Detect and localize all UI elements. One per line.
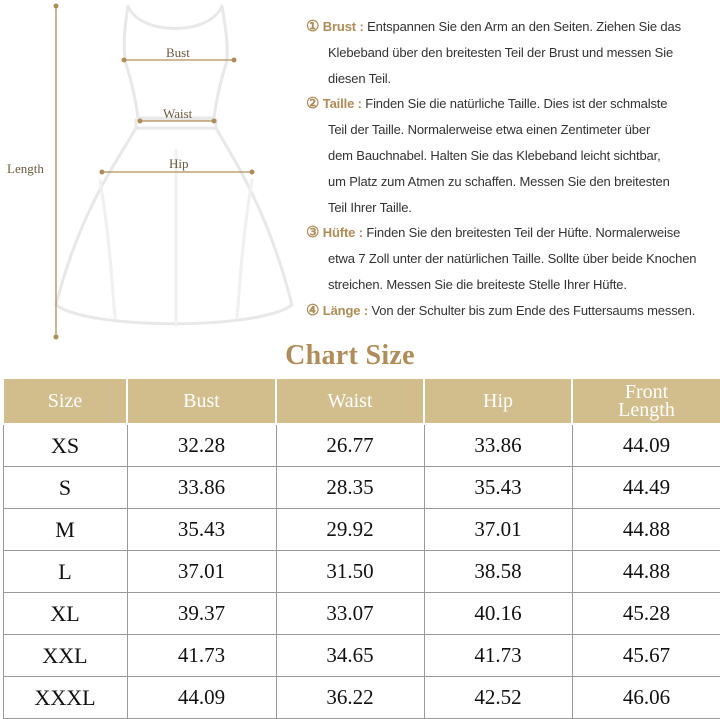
step-line: um Platz zum Atmen zu schaffen. Messen Sie den breitesten [328, 173, 670, 189]
cell-front-length: 44.09 [572, 424, 720, 467]
hip-measure [100, 156, 255, 175]
instruction-taille: ② Taille : Finden Sie die natürliche Taille. Dies ist der schmalste Teil der Taille. Normalerweise etwa einen Zentimeter über dem Bauchnabel. Halten Sie das Klebeband leicht sichtbar, um Platz zum Atmen zu schaffen. Messen Sie den breitesten Teil Ihrer Taille. [306, 91, 718, 220]
bust-measure [122, 45, 237, 63]
cell-waist: 36.22 [276, 677, 424, 719]
waist-measure [138, 106, 217, 124]
size-chart-table [2, 377, 720, 719]
header-hip: Hip [424, 378, 572, 424]
step-number: ① [306, 18, 320, 35]
measurement-instructions [306, 14, 718, 324]
cell-size: S [3, 467, 127, 509]
cell-size: XL [3, 593, 127, 635]
step-term: Hüfte [322, 225, 356, 241]
step-term: Brust [322, 19, 356, 34]
header-bust: Bust [127, 378, 276, 424]
step-term: Länge [322, 302, 361, 318]
cell-front-length: 45.67 [572, 635, 720, 677]
cell-size: XXXL [3, 677, 127, 719]
cell-hip: 37.01 [424, 509, 572, 551]
cell-bust: 33.86 [127, 467, 276, 509]
bust-label: Bust [166, 45, 190, 60]
table-row [3, 593, 720, 635]
cell-size: XS [3, 424, 127, 467]
instruction-brust: ① Brust : Entspannen Sie den Arm an den Seiten. Ziehen Sie das Klebeband über den breitesten Teil der Brust und messen Sie diesen Teil. [306, 14, 718, 91]
cell-waist: 28.35 [276, 467, 424, 509]
cell-waist: 34.65 [276, 635, 424, 677]
header-waist: Waist [276, 378, 424, 424]
cell-front-length: 46.06 [572, 677, 720, 719]
cell-waist: 31.50 [276, 551, 424, 593]
cell-hip: 35.43 [424, 467, 572, 509]
cell-bust: 35.43 [127, 509, 276, 551]
step-term: Taille [322, 96, 355, 112]
cell-size: XXL [3, 635, 127, 677]
step-line: Entspannen Sie den Arm an den Seiten. Ziehen Sie das [367, 19, 681, 34]
step-line: Teil Ihrer Taille. [328, 199, 412, 215]
table-row [3, 551, 720, 593]
cell-size: L [3, 551, 127, 593]
chart-title: Chart Size [285, 340, 415, 371]
step-line: Finden Sie die natürliche Taille. Dies ist der schmalste [365, 96, 668, 112]
dress-measurement-diagram [0, 0, 300, 345]
cell-bust: 32.28 [127, 424, 276, 467]
step-number: ③ [306, 224, 320, 242]
header-front-length: Front Length [572, 378, 720, 424]
cell-hip: 41.73 [424, 635, 572, 677]
cell-bust: 44.09 [127, 677, 276, 719]
step-number: ④ [306, 301, 320, 319]
length-measure [7, 4, 59, 340]
header-size: Size [3, 378, 127, 424]
cell-bust: 41.73 [127, 635, 276, 677]
table-row [3, 509, 720, 551]
cell-front-length: 44.88 [572, 509, 720, 551]
cell-waist: 29.92 [276, 509, 424, 551]
step-line: streichen. Messen Sie die breiteste Stelle Ihrer Hüfte. [328, 276, 627, 292]
waist-label: Waist [163, 106, 193, 121]
length-label: Length [7, 161, 44, 176]
table-row [3, 424, 720, 467]
table-row [3, 467, 720, 509]
step-line: Teil der Taille. Normalerweise etwa einen Zentimeter über [328, 122, 651, 138]
step-line: diesen Teil. [328, 70, 392, 86]
step-number: ② [306, 95, 320, 113]
cell-bust: 37.01 [127, 551, 276, 593]
instruction-huefte: ③ Hüfte : Finden Sie den breitesten Teil der Hüfte. Normalerweise etwa 7 Zoll unter der natürlichen Taille. Sollte über beide Knochen streichen. Messen Sie die breiteste Stelle Ihrer Hüfte. [306, 220, 718, 297]
table-row [3, 635, 720, 677]
cell-front-length: 44.49 [572, 467, 720, 509]
step-line: Klebeband über den breitesten Teil der Brust und messen Sie [328, 44, 674, 60]
hip-label: Hip [169, 156, 189, 171]
cell-hip: 40.16 [424, 593, 572, 635]
cell-hip: 42.52 [424, 677, 572, 719]
cell-front-length: 44.88 [572, 551, 720, 593]
table-row [3, 677, 720, 719]
step-line: Von der Schulter bis zum Ende des Futtersaums messen. [371, 302, 696, 318]
cell-front-length: 45.28 [572, 593, 720, 635]
cell-hip: 33.86 [424, 424, 572, 467]
cell-waist: 33.07 [276, 593, 424, 635]
cell-bust: 39.37 [127, 593, 276, 635]
step-line: etwa 7 Zoll unter der natürlichen Taille. Sollte über beide Knochen [328, 251, 697, 267]
step-line: Finden Sie den breitesten Teil der Hüfte. Normalerweise [366, 225, 681, 241]
table-header-row [3, 378, 720, 424]
instruction-laenge: ④ Länge : Von der Schulter bis zum Ende des Futtersaums messen. [306, 301, 696, 319]
cell-size: M [3, 509, 127, 551]
cell-waist: 26.77 [276, 424, 424, 467]
cell-hip: 38.58 [424, 551, 572, 593]
step-line: dem Bauchnabel. Halten Sie das Klebeband leicht sichtbar, [328, 147, 661, 163]
